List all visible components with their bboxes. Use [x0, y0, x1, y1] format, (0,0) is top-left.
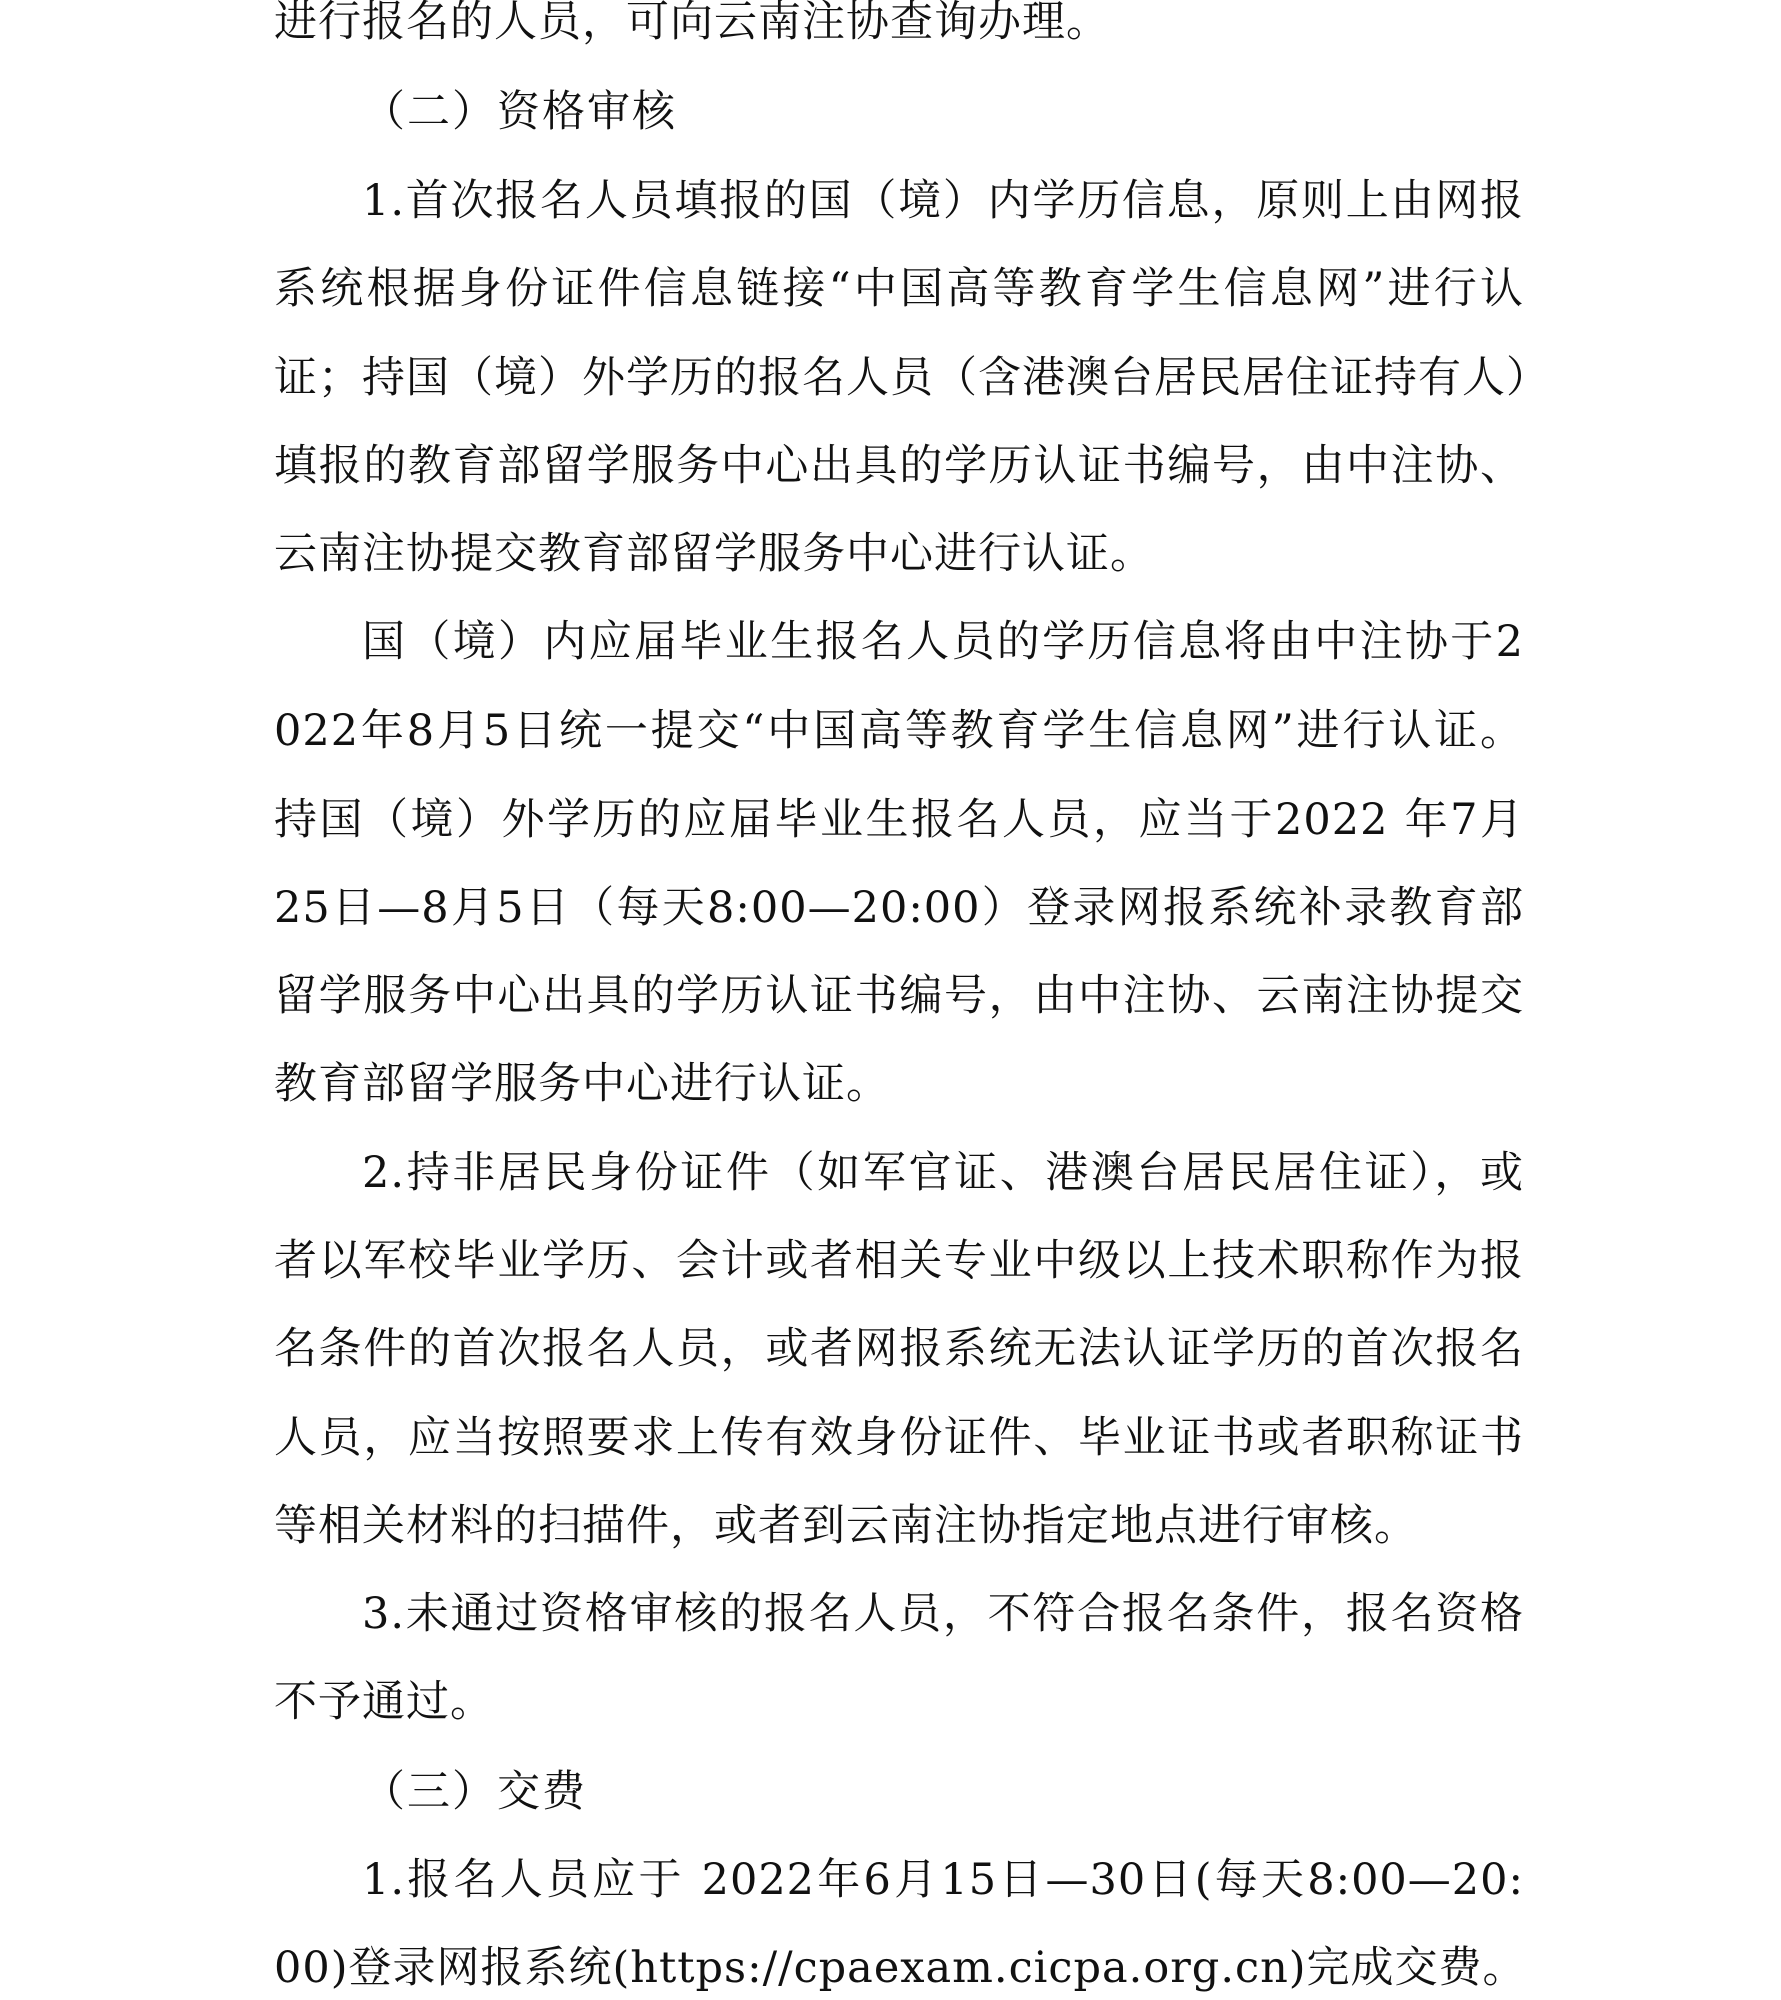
paragraph-line: 系统根据身份证件信息链接“中国高等教育学生信息网”进行认	[274, 264, 1524, 314]
paragraph-line: 名条件的首次报名人员，或者网报系统无法认证学历的首次报名	[274, 1324, 1524, 1374]
paragraph-line: 1.首次报名人员填报的国（境）内学历信息，原则上由网报	[362, 176, 1524, 226]
section-heading: （三）交费	[362, 1767, 587, 1817]
paragraph-line: 教育部留学服务中心进行认证。	[274, 1059, 890, 1109]
paragraph-line: 不予通过。	[274, 1677, 494, 1727]
paragraph-line: 2.持非居民身份证件（如军官证、港澳台居民居住证），或	[362, 1148, 1524, 1198]
text-line: 进行报名的人员，可向云南注协查询办理。	[274, 0, 1110, 47]
paragraph-line: 国（境）内应届毕业生报名人员的学历信息将由中注协于2	[362, 617, 1524, 667]
paragraph-line: 等相关材料的扫描件，或者到云南注协指定地点进行审核。	[274, 1501, 1418, 1551]
paragraph-line: 者以军校毕业学历、会计或者相关专业中级以上技术职称作为报	[274, 1236, 1524, 1286]
paragraph-line: 人员，应当按照要求上传有效身份证件、毕业证书或者职称证书	[274, 1413, 1524, 1463]
paragraph-line: 证；持国（境）外学历的报名人员（含港澳台居民居住证持有人）	[274, 353, 1550, 403]
paragraph-line: 留学服务中心出具的学历认证书编号，由中注协、云南注协提交	[274, 971, 1524, 1021]
paragraph-line: 00)登录网报系统(https://cpaexam.cicpa.org.cn)完成交费。	[274, 1943, 1527, 1993]
paragraph-line: 1.报名人员应于 2022年6月15日—30日(每天8:00—20:	[362, 1855, 1524, 1905]
paragraph-line: 持国（境）外学历的应届毕业生报名人员，应当于2022 年7月	[274, 795, 1524, 845]
paragraph-line: 022年8月5日统一提交“中国高等教育学生信息网”进行认证。	[274, 706, 1524, 756]
paragraph-line: 云南注协提交教育部留学服务中心进行认证。	[274, 529, 1154, 579]
section-heading: （二）资格审核	[362, 87, 677, 137]
paragraph-line: 25日—8月5日（每天8:00—20:00）登录网报系统补录教育部	[274, 883, 1524, 933]
paragraph-line: 3.未通过资格审核的报名人员，不符合报名条件，报名资格	[362, 1589, 1524, 1639]
paragraph-line: 填报的教育部留学服务中心出具的学历认证书编号，由中注协、	[274, 441, 1524, 491]
